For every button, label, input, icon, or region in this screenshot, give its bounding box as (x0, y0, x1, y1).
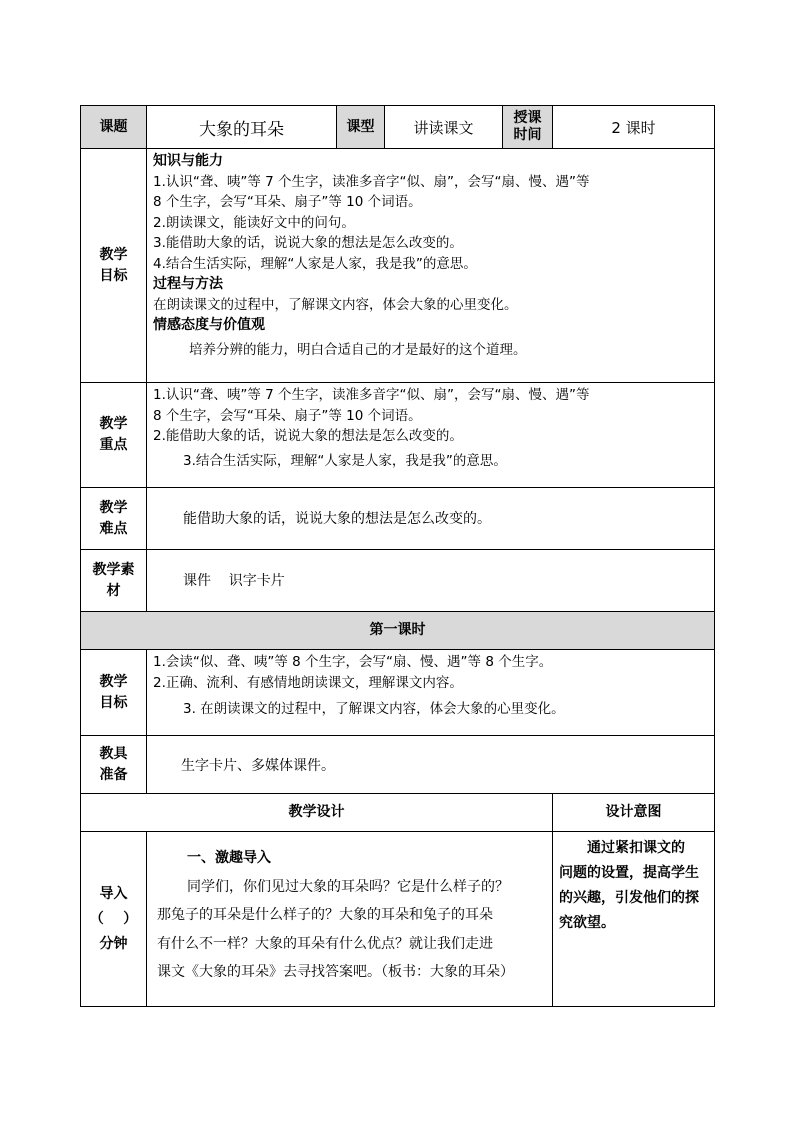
intro-label (81, 832, 147, 1007)
objectives-heading-process: 过程与方法 (153, 276, 223, 292)
objectives-label (81, 149, 147, 383)
time-label (503, 106, 553, 149)
intro-intent (553, 832, 715, 1007)
intro-row (81, 832, 715, 1007)
intro-heading: 一、激趣导入 (187, 850, 271, 866)
key-points-row (81, 383, 715, 488)
tools-row (81, 736, 715, 794)
header-row (81, 106, 715, 149)
key-points-content (147, 383, 715, 488)
objectives-heading-knowledge: 知识与能力 (153, 153, 223, 169)
tools-label-line-1: 教具 (99, 745, 128, 762)
intro-paragraph-line: 那兔子的耳朵是什么样子的？大象的耳朵和兔子的耳朵 (157, 907, 493, 923)
difficulty-label-line-1: 教学 (99, 499, 128, 516)
type-value: 讲读课文 (385, 106, 503, 149)
time-label-line-1: 授课 (513, 110, 542, 126)
key-points-label-line-2: 重点 (99, 437, 128, 453)
objectives-line: 在朗读课文的过程中，了解课文内容，体会大象的心里变化。 (153, 296, 518, 313)
intent-line: 通过紧扣课文的 (587, 840, 685, 856)
objectives-line: 2.朗读课文，能读好文中的问句。 (153, 214, 355, 231)
lesson-goals-row (81, 650, 715, 736)
objectives-label-line-2: 目标 (99, 267, 128, 284)
lesson-plan-table (80, 105, 715, 1007)
lesson-goals-label-line-2: 目标 (99, 694, 128, 711)
objectives-line: 8 个生字，会写“耳朵、扇子”等 10 个词语。 (153, 194, 422, 210)
intro-minutes-blank: （ ） (89, 910, 138, 927)
lesson-goal-line: 3. 在朗读课文的过程中，了解课文内容，体会大象的心里变化。 (183, 701, 565, 717)
intro-paragraph-line: 同学们，你们见过大象的耳朵吗？它是什么样子的？ (187, 878, 509, 895)
design-header-row (81, 794, 715, 832)
lesson-goal-line: 2.正确、流利、有感情地朗读课文，理解课文内容。 (153, 674, 463, 691)
materials-label (81, 550, 147, 612)
key-points-line: 1.认识“聋、咦”等 7 个生字，读准多音字“似、扇”，会写“扇、慢、遇”等 (153, 387, 590, 403)
lesson-goals-content (147, 650, 715, 736)
materials-content: 课件 识字卡片 (147, 550, 715, 612)
objectives-line: 1.认识“聋、咦”等 7 个生字，读准多音字“似、扇”，会写“扇、慢、遇”等 (153, 173, 590, 190)
materials-label-line-2: 材 (106, 582, 121, 599)
time-value: 2 课时 (553, 106, 715, 149)
objectives-line: 培养分辨的能力，明白合适自己的才是最好的这个道理。 (189, 341, 527, 358)
type-label: 课型 (337, 106, 385, 149)
intent-line: 究欲望。 (559, 915, 615, 931)
objectives-line: 3.能借助大象的话，说说大象的想法是怎么改变的。 (153, 235, 463, 251)
key-points-line: 8 个生字，会写“耳朵、扇子”等 10 个词语。 (153, 407, 422, 424)
key-points-label-line-1: 教学 (99, 416, 128, 432)
key-points-line: 3.结合生活实际，理解“人家是人家，我是我”的意思。 (183, 452, 507, 469)
intro-paragraph-line: 有什么不一样？大象的耳朵有什么优点？就让我们走进 (157, 935, 493, 952)
objectives-heading-emotion: 情感态度与价值观 (153, 317, 265, 333)
difficulty-label-line-2: 难点 (99, 520, 128, 537)
intro-label-line-3: 分钟 (99, 935, 128, 952)
lesson-goals-label (81, 650, 147, 736)
objectives-label-line-1: 教学 (99, 246, 128, 263)
intent-line: 问题的设置，提高学生 (559, 865, 699, 881)
objectives-row (81, 149, 715, 383)
topic-value: 大象的耳朵 (147, 106, 337, 149)
intent-header: 设计意图 (553, 794, 715, 832)
materials-row (81, 550, 715, 612)
intro-content (147, 832, 553, 1007)
tools-label-line-2: 准备 (99, 766, 128, 783)
lesson-goal-line: 1.会读“似、聋、咦”等 8 个生字，会写“扇、慢、遇”等 8 个生字。 (153, 654, 553, 670)
lesson-goals-label-line-1: 教学 (99, 673, 128, 690)
key-points-line: 2.能借助大象的话，说说大象的想法是怎么改变的。 (153, 428, 463, 444)
first-lesson-row (81, 612, 715, 650)
key-points-label (81, 383, 147, 488)
first-lesson-title: 第一课时 (81, 612, 715, 650)
tools-label (81, 736, 147, 794)
tools-content: 生字卡片、多媒体课件。 (147, 736, 715, 794)
objectives-line: 4.结合生活实际，理解“人家是人家，我是我”的意思。 (153, 255, 477, 272)
difficulty-content: 能借助大象的话，说说大象的想法是怎么改变的。 (147, 488, 715, 550)
materials-label-line-1: 教学素 (92, 561, 135, 578)
intent-line: 的兴趣，引发他们的探 (559, 890, 699, 906)
design-header: 教学设计 (81, 794, 553, 832)
lesson-plan-sheet (80, 105, 714, 1007)
topic-label: 课题 (81, 106, 147, 149)
intro-label-line-1: 导入 (99, 885, 128, 902)
intro-paragraph-line: 课文《大象的耳朵》去寻找答案吧。（板书：大象的耳朵） (157, 964, 514, 980)
difficulty-label (81, 488, 147, 550)
time-label-line-2: 时间 (513, 127, 542, 143)
objectives-content (147, 149, 715, 383)
difficulty-row (81, 488, 715, 550)
